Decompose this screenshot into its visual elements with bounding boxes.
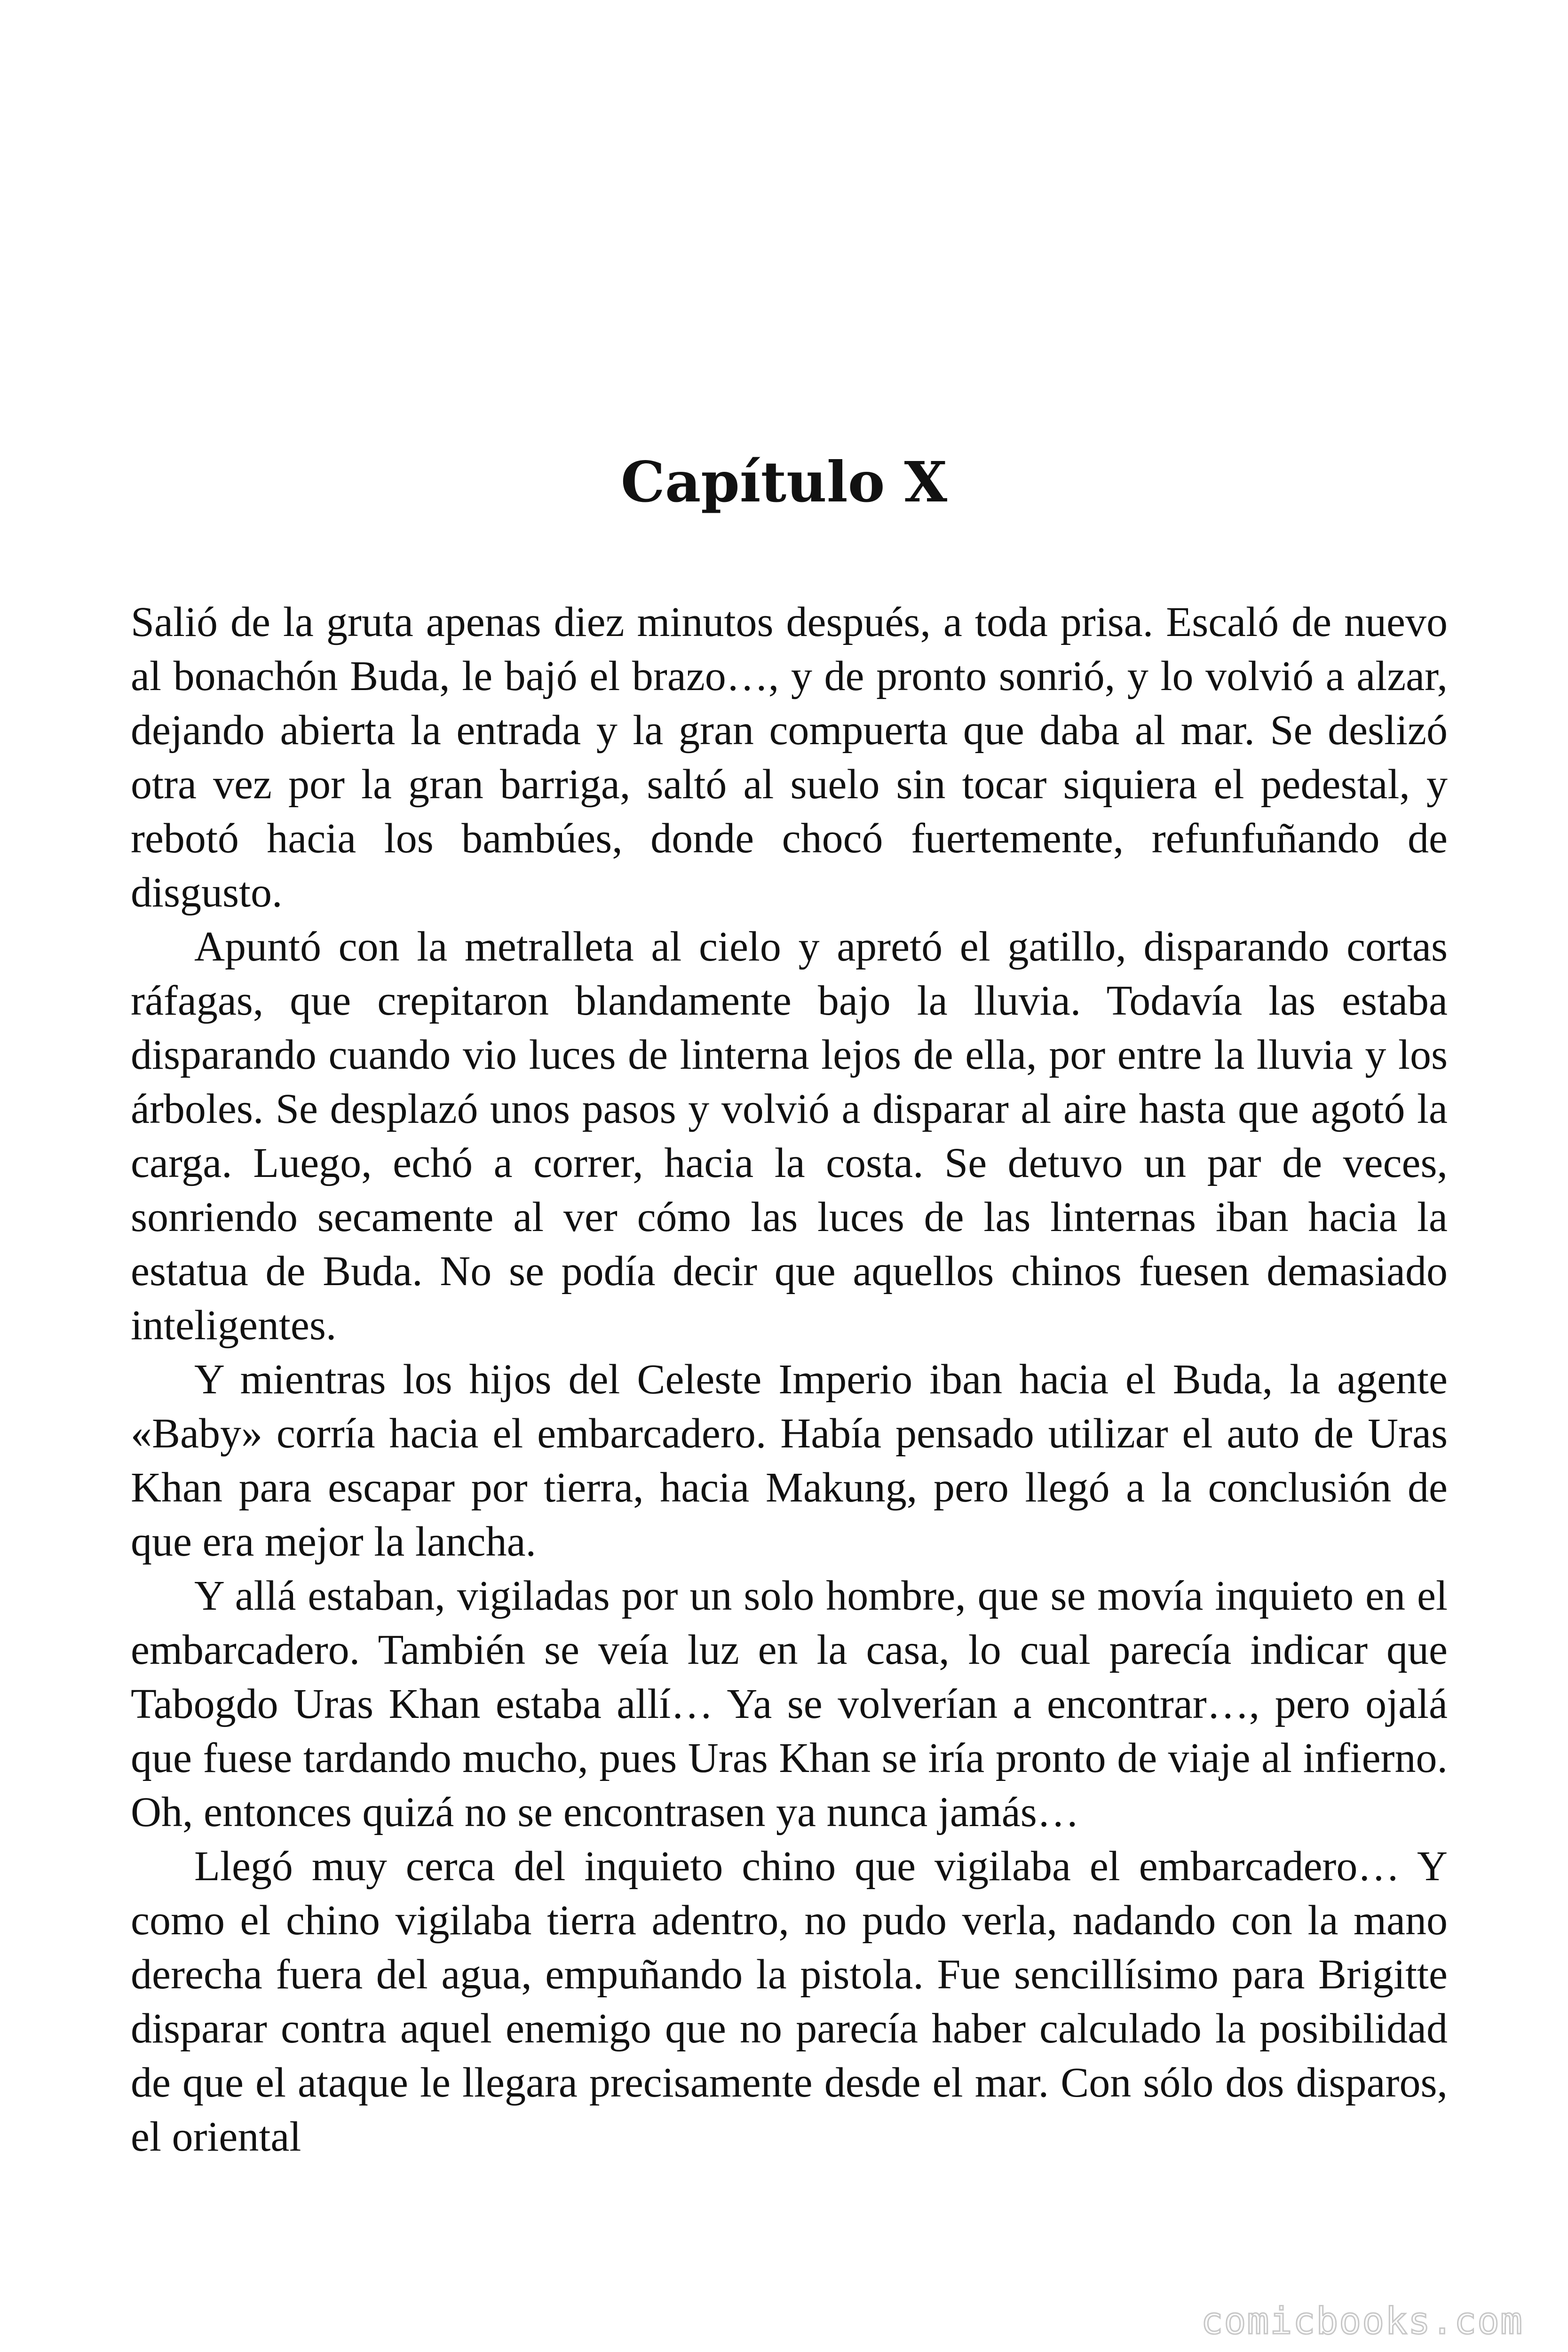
paragraph-1: Salió de la gruta apenas diez minutos después, a toda prisa. Escaló de nuevo al bonachón Buda, le bajó el brazo…, y de pronto sonrió, y lo volvió a alzar, dejando abierta la entrada y la gran compuerta que daba al mar. Se deslizó otra vez por la gran barriga, saltó al suelo sin tocar siquiera el pedestal, y rebotó hacia los bambúes, donde chocó fuertemente, refunfuñando de disgusto. (131, 599, 1448, 916)
paragraph-4: Y allá estaban, vigiladas por un solo hombre, que se movía inquieto en el embarcadero. También se veía luz en la casa, lo cual parecía indicar que Tabogdo Uras Khan estaba allí… Ya se volverían a encontrar…, pero ojalá que fuese tardando mucho, pues Uras Khan se iría pronto de viaje al infierno. Oh, entonces quizá no se encontrasen ya nunca jamás… (131, 1573, 1448, 1836)
paragraph-5: Llegó muy cerca del inquieto chino que vigilaba el embarcadero… Y como el chino vigilaba tierra adentro, no pudo verla, nadando con la mano derecha fuera del agua, empuñando la pistola. Fue sencillísimo para Brigitte disparar contra aquel enemigo que no parecía haber calculado la posibilidad de que el ataque le llegara precisamente desde el mar. Con sólo dos disparos, el oriental (131, 1843, 1448, 2160)
paragraph-3: Y mientras los hijos del Celeste Imperio iban hacia el Buda, la agente «Baby» corría hacia el embarcadero. Había pensado utilizar el auto de Uras Khan para escapar por tierra, hacia Makung, pero llegó a la conclusión de que era mejor la lancha. (131, 1356, 1448, 1565)
watermark: comicbooks.com (1201, 2300, 1523, 2343)
chapter-body (131, 595, 1448, 2164)
paragraph-2: Apuntó con la metralleta al cielo y apretó el gatillo, disparando cortas ráfagas, que crepitaron blandamente bajo la lluvia. Todavía las estaba disparando cuando vio luces de linterna lejos de ella, por entre la lluvia y los árboles. Se desplazó unos pasos y volvió a disparar al aire hasta que agotó la carga. Luego, echó a correr, hacia la costa. Se detuvo un par de veces, sonriendo secamente al ver cómo las luces de las linternas iban hacia la estatua de Buda. No se podía decir que aquellos chinos fuesen demasiado inteligentes. (131, 923, 1448, 1349)
chapter-title: Capítulo X (620, 449, 948, 515)
